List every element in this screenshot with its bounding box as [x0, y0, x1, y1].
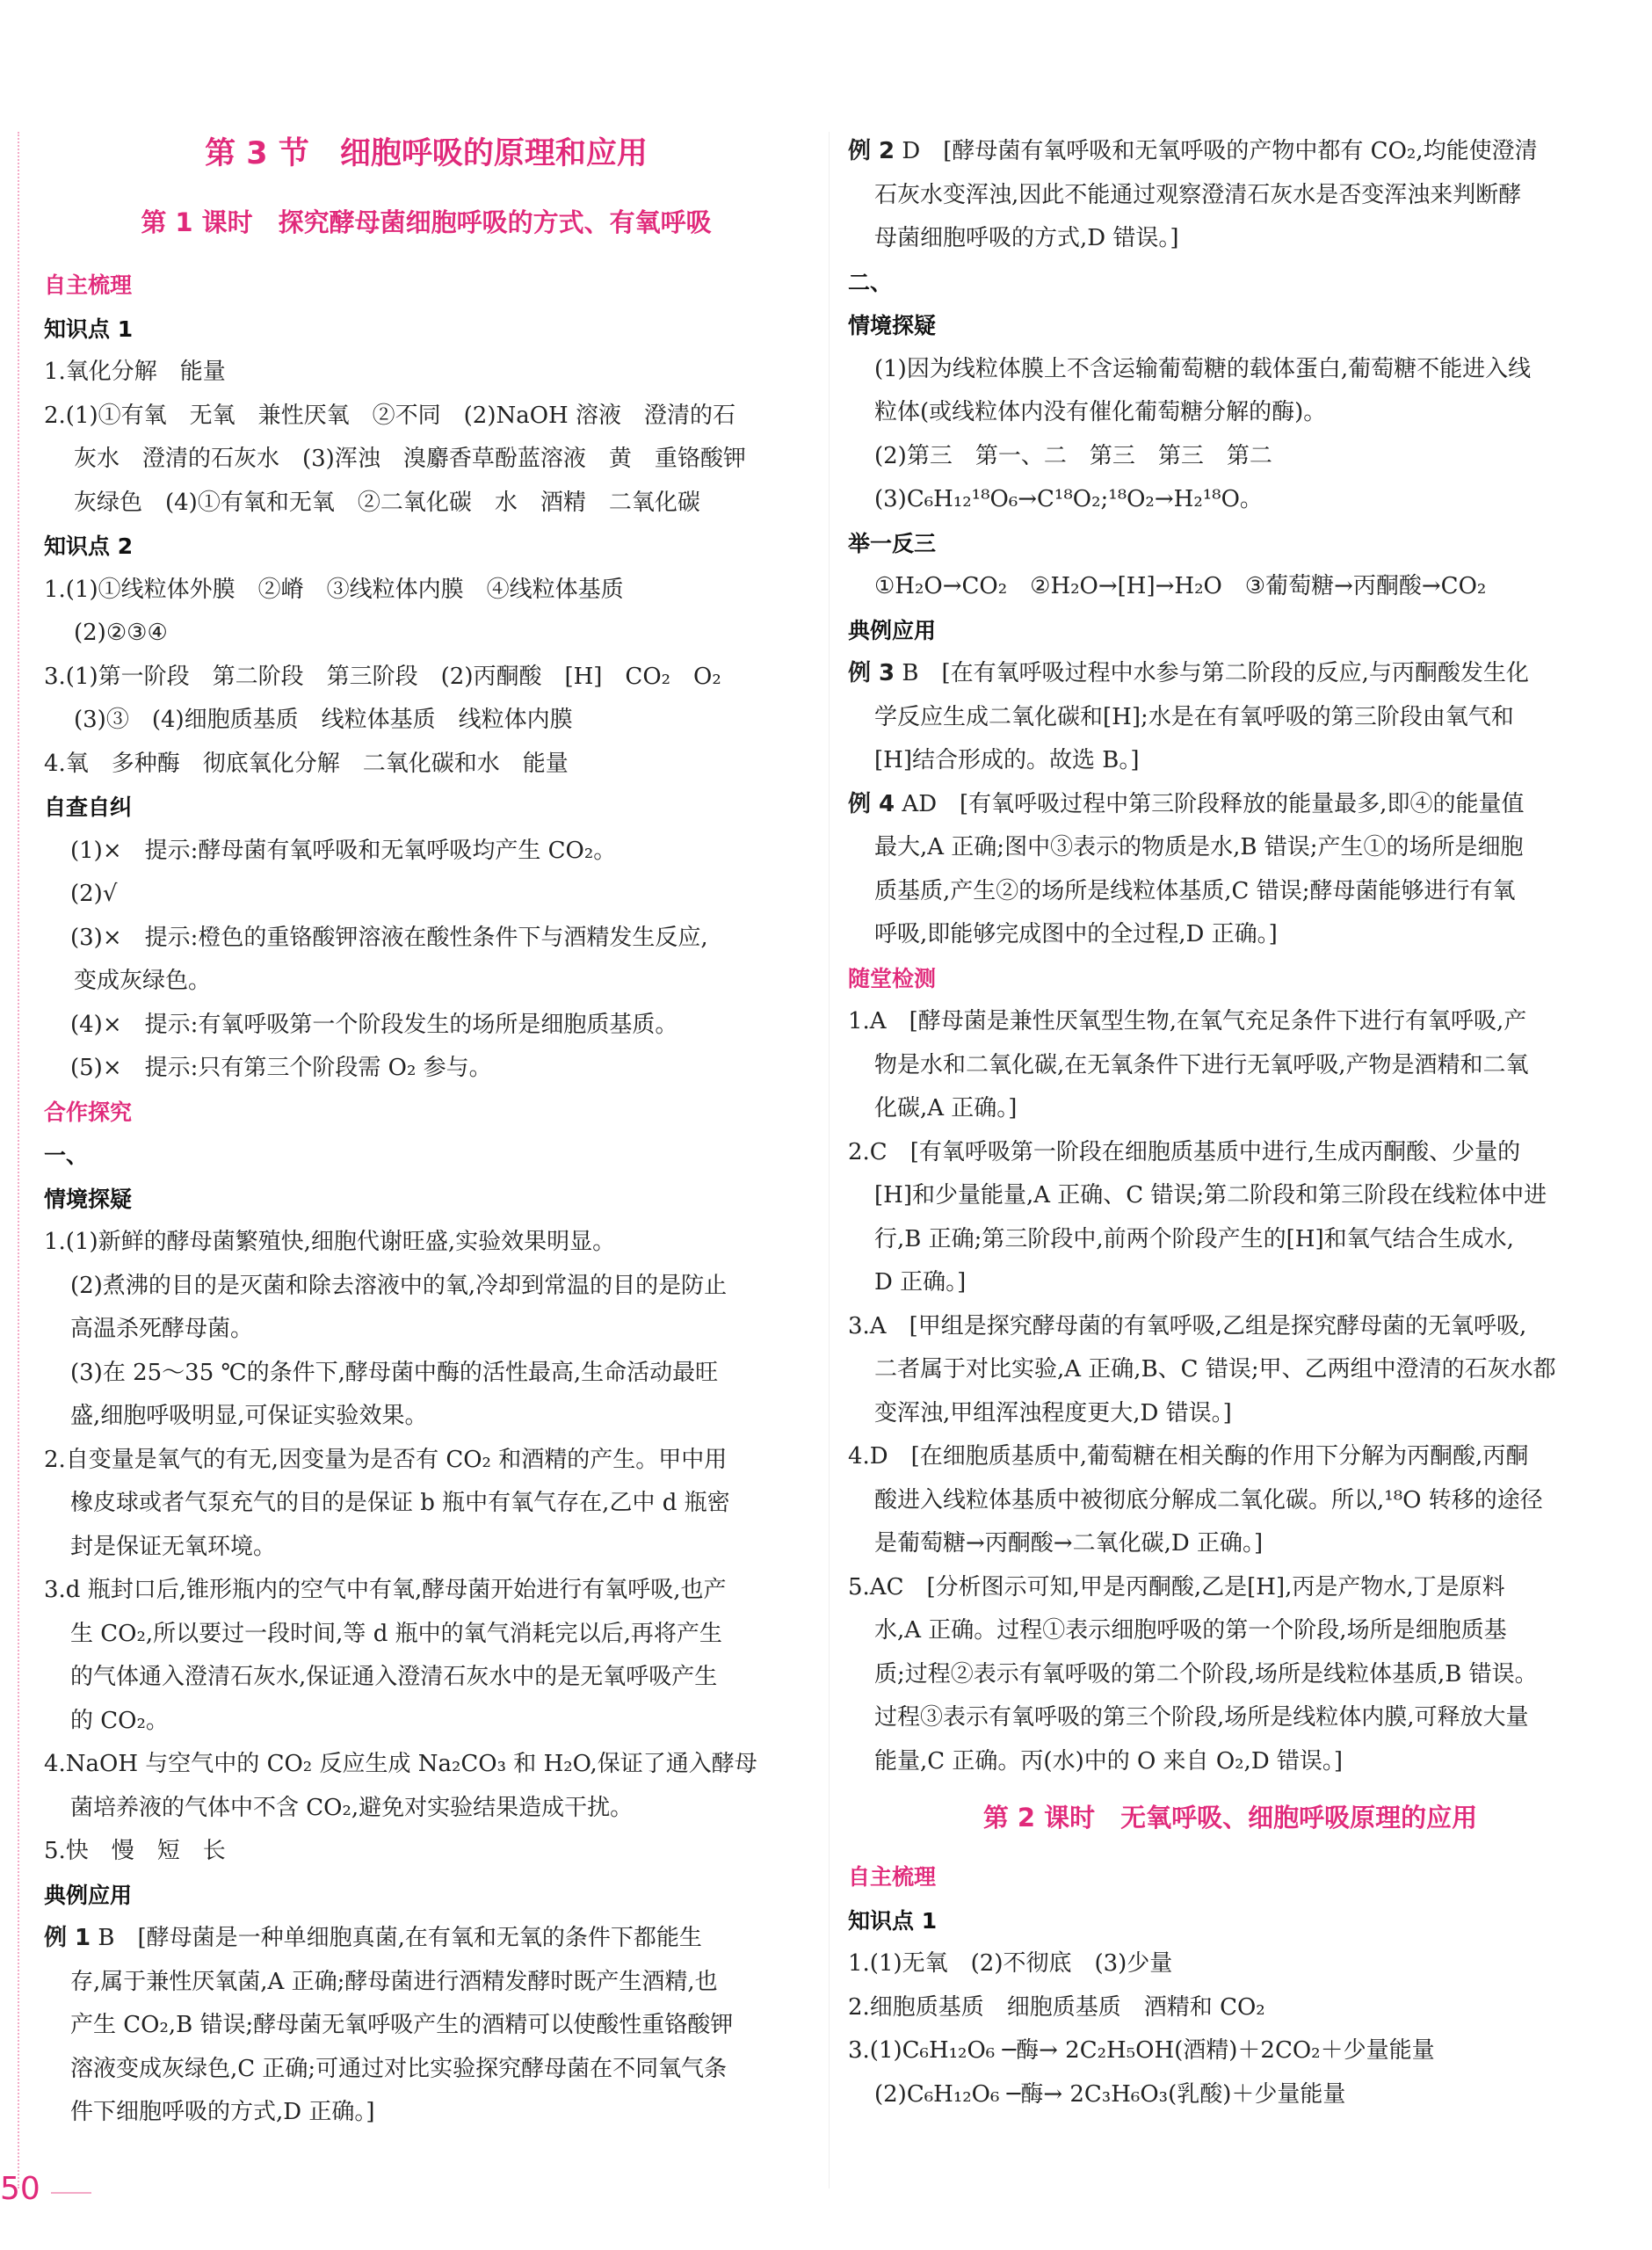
line-text: 化碳,A 正确。] — [874, 1095, 1018, 1121]
line-text: [H]结合形成的。故选 B。] — [874, 747, 1140, 773]
text-line — [848, 1609, 1612, 1653]
line-text: 举一反三 — [848, 530, 937, 556]
text-line — [848, 130, 1612, 174]
line-text: (2)第三 第一、二 第三 第三 第二 — [874, 442, 1272, 469]
line-text: 行,B 正确;第三阶段中,前两个阶段产生的[H]和氧气结合生成水, — [874, 1225, 1514, 1252]
column-divider — [829, 132, 830, 2188]
line-text: 生 CO₂,所以要过一段时间,等 d 瓶中的氧气消耗完以后,再将产生 — [70, 1620, 722, 1647]
line-text: D 正确。] — [874, 1269, 967, 1296]
text-line — [44, 1004, 808, 1048]
text-line — [44, 1961, 808, 2005]
text-line — [44, 1700, 808, 1744]
subheading — [848, 609, 1612, 653]
line-text: (1)因为线粒体膜上不含运输葡萄糖的载体蛋白,葡萄糖不能进入线 — [874, 355, 1532, 382]
line-text: AD [有氧呼吸过程中第三阶段释放的能量最多,即④的能量值 — [895, 790, 1525, 817]
text-line — [848, 826, 1612, 870]
text-line — [848, 1566, 1612, 1610]
line-text: 粒体(或线粒体内没有催化葡萄糖分解的酶)。 — [874, 399, 1327, 425]
text-line — [44, 351, 808, 395]
line-text: 知识点 2 — [44, 533, 134, 559]
line-text: 自主梳理 — [44, 272, 133, 298]
line-text: B [在有氧呼吸过程中水参与第二阶段的反应,与丙酮酸发生化 — [895, 660, 1529, 686]
line-text: 件下细胞呼吸的方式,D 正确。] — [70, 2099, 375, 2125]
subheading — [848, 522, 1612, 566]
text-line — [848, 1942, 1612, 1986]
subheading — [44, 1134, 808, 1178]
line-text: 1.(1)①线粒体外膜 ②嵴 ③线粒体内膜 ④线粒体基质 — [44, 576, 624, 603]
line-text: 典例应用 — [44, 1882, 133, 1908]
text-line — [44, 482, 808, 526]
line-text: 变成灰绿色。 — [74, 968, 212, 994]
line-text: 能量,C 正确。丙(水)中的 O 来自 O₂,D 错误。] — [874, 1747, 1344, 1775]
line-text: 2.自变量是氧气的有无,因变量为是否有 CO₂ 和酒精的产生。甲中用 — [44, 1446, 728, 1473]
subheading — [848, 304, 1612, 348]
line-text: (3)在 25～35 ℃的条件下,酵母菌中酶的活性最高,生命活动最旺 — [70, 1359, 719, 1386]
line-text: D [酵母菌有氧呼吸和无氧呼吸的产物中都有 CO₂,均能使澄清 — [895, 138, 1538, 164]
text-line — [848, 1000, 1612, 1044]
example-label: 例 4 — [848, 790, 895, 817]
line-text: (3)C₆H₁₂¹⁸O₆→C¹⁸O₂;¹⁸O₂→H₂¹⁸O。 — [874, 486, 1263, 512]
text-line — [44, 569, 808, 613]
text-line — [848, 1174, 1612, 1218]
text-line — [44, 1787, 808, 1831]
line-text: 存,属于兼性厌氧菌,A 正确;酵母菌进行酒精发酵时既产生酒精,也 — [70, 1968, 718, 1995]
section-title — [44, 200, 808, 244]
line-text: 质基质,产生②的场所是线粒体基质,C 错误;酵母菌能够进行有氧 — [874, 877, 1516, 904]
line-text: (2)√ — [70, 881, 118, 907]
text-line — [848, 1131, 1612, 1175]
line-text: 典例应用 — [848, 617, 937, 643]
line-text: 合作探究 — [44, 1099, 133, 1125]
text-line — [44, 2091, 808, 2135]
line-text: 石灰水变浑浊,因此不能通过观察澄清石灰水是否变浑浊来判断酵 — [874, 181, 1522, 208]
line-text: 自查自纠 — [44, 795, 133, 820]
text-line — [44, 1308, 808, 1352]
margin-line — [18, 132, 19, 2188]
line-text: 5.快 慢 短 长 — [44, 1838, 226, 1864]
line-text: 1.A [酵母菌是兼性厌氧型生物,在氧气充足条件下进行有氧呼吸,产 — [848, 1008, 1527, 1034]
line-text: 5.AC [分析图示可知,甲是丙酮酸,乙是[H],丙是产物水,丁是原料 — [848, 1573, 1505, 1600]
line-text: 酸进入线粒体基质中被彻底分解成二氧化碳。所以,¹⁸O 转移的途径 — [874, 1486, 1543, 1513]
text-line — [44, 1569, 808, 1613]
text-line — [848, 1261, 1612, 1305]
right-column — [848, 130, 1612, 2116]
text-line — [44, 1395, 808, 1439]
text-line — [848, 696, 1612, 740]
line-text: 3.d 瓶封口后,锥形瓶内的空气中有氧,酵母菌开始进行有氧呼吸,也产 — [44, 1577, 727, 1603]
text-line — [44, 917, 808, 961]
text-line — [44, 656, 808, 700]
text-line — [44, 1352, 808, 1396]
text-line — [44, 395, 808, 439]
text-line — [848, 391, 1612, 435]
line-text: 知识点 1 — [44, 316, 134, 342]
text-line — [44, 1221, 808, 1265]
line-text: 水,A 正确。过程①表示细胞呼吸的第一个阶段,场所是细胞质基 — [874, 1617, 1507, 1644]
text-line — [848, 2073, 1612, 2117]
line-text: (3)③ (4)细胞质基质 线粒体基质 线粒体内膜 — [74, 707, 573, 733]
line-text: (5)× 提示:只有第三个阶段需 O₂ 参与。 — [70, 1055, 492, 1081]
text-line — [44, 830, 808, 874]
text-line — [848, 783, 1612, 827]
text-line — [848, 478, 1612, 522]
line-text: 盛,细胞呼吸明显,可保证实验效果。 — [70, 1403, 428, 1429]
line-text: 质;过程②表示有氧呼吸的第二个阶段,场所是线粒体基质,B 错误。 — [874, 1660, 1538, 1688]
text-line — [44, 2004, 808, 2048]
text-line — [44, 873, 808, 917]
text-line — [848, 1653, 1612, 1697]
line-text: 橡皮球或者气泵充气的目的是保证 b 瓶中有氧气存在,乙中 d 瓶密 — [70, 1490, 730, 1516]
text-line — [44, 1482, 808, 1526]
text-line — [848, 1696, 1612, 1740]
line-text: (2)C₆H₁₂O₆ ─酶→ 2C₃H₆O₃(乳酸)＋少量能量 — [874, 2080, 1346, 2108]
text-line — [44, 1743, 808, 1787]
line-text: 呼吸,即能够完成图中的全过程,D 正确。] — [874, 921, 1278, 947]
text-line — [848, 1305, 1612, 1349]
line-text: 物是水和二氧化碳,在无氧条件下进行无氧呼吸,产物是酒精和二氧 — [874, 1051, 1529, 1078]
line-text: 变浑浊,甲组浑浊程度更大,D 错误。] — [874, 1399, 1232, 1426]
line-text: 随堂检测 — [848, 965, 937, 991]
example-label: 例 2 — [848, 138, 895, 164]
subheading — [44, 1178, 808, 1222]
line-text: (3)× 提示:橙色的重铬酸钾溶液在酸性条件下与酒精发生反应, — [70, 924, 708, 951]
line-text: 灰绿色 (4)①有氧和无氧 ②二氧化碳 水 酒精 二氧化碳 — [74, 489, 700, 516]
text-line — [848, 348, 1612, 392]
line-text: 封是保证无氧环境。 — [70, 1533, 277, 1560]
text-line — [44, 2048, 808, 2092]
subheading — [44, 1874, 808, 1918]
section-heading — [848, 957, 1612, 1001]
text-line — [44, 1526, 808, 1570]
text-line — [44, 438, 808, 482]
line-text: 3.(1)C₆H₁₂O₆ ─酶→ 2C₂H₅OH(酒精)＋2CO₂＋少量能量 — [848, 2037, 1435, 2064]
line-text: (1)× 提示:酵母菌有氧呼吸和无氧呼吸均产生 CO₂。 — [70, 837, 617, 864]
text-line — [848, 1522, 1612, 1566]
line-text: 3.A [甲组是探究酵母菌的有氧呼吸,乙组是探究酵母菌的无氧呼吸, — [848, 1312, 1527, 1339]
line-text: 过程③表示有氧呼吸的第三个阶段,场所是线粒体内膜,可释放大量 — [874, 1704, 1529, 1731]
line-text: 产生 CO₂,B 错误;酵母菌无氧呼吸产生的酒精可以使酸性重铬酸钾 — [70, 2012, 734, 2038]
line-text: 知识点 1 — [848, 1907, 938, 1934]
line-text: 是葡萄糖→丙酮酸→二氧化碳,D 正确。] — [874, 1530, 1264, 1557]
text-line — [848, 565, 1612, 609]
text-line — [848, 1044, 1612, 1088]
text-line — [44, 1917, 808, 1961]
subheading — [44, 525, 808, 569]
line-text: 1.氧化分解 能量 — [44, 359, 226, 385]
text-line — [848, 913, 1612, 957]
example-label: 例 3 — [848, 660, 895, 686]
line-text: [H]和少量能量,A 正确、C 错误;第二阶段和第三阶段在线粒体中进 — [874, 1182, 1547, 1208]
left-column — [44, 130, 808, 2135]
line-text: 灰水 澄清的石灰水 (3)浑浊 溴麝香草酚蓝溶液 黄 重铬酸钾 — [74, 446, 746, 472]
text-line — [848, 739, 1612, 783]
section-title — [848, 1796, 1612, 1840]
text-line — [44, 699, 808, 743]
text-line — [848, 2029, 1612, 2073]
subheading — [848, 1899, 1612, 1943]
line-text: 的气体通入澄清石灰水,保证通入澄清石灰水中的是无氧呼吸产生 — [70, 1664, 718, 1690]
line-text: 情境探疑 — [848, 313, 937, 338]
line-text: 一、 — [44, 1143, 89, 1168]
subheading — [44, 786, 808, 830]
subheading — [848, 261, 1612, 305]
line-text: 1.(1)新鲜的酵母菌繁殖快,细胞代谢旺盛,实验效果明显。 — [44, 1229, 616, 1255]
line-text: (4)× 提示:有氧呼吸第一个阶段发生的场所是细胞质基质。 — [70, 1011, 678, 1038]
text-line — [44, 1830, 808, 1874]
text-line — [848, 1218, 1612, 1262]
line-text: (2)煮沸的目的是灭菌和除去溶液中的氧,冷却到常温的目的是防止 — [70, 1272, 728, 1299]
text-line — [848, 1740, 1612, 1784]
text-line — [848, 652, 1612, 696]
line-text: 1.(1)无氧 (2)不彻底 (3)少量 — [848, 1950, 1173, 1977]
example-label: 例 1 — [44, 1925, 91, 1951]
line-text: 4.D [在细胞质基质中,葡萄糖在相关酶的作用下分解为丙酮酸,丙酮 — [848, 1443, 1529, 1470]
page-number: 50 — [0, 2171, 40, 2207]
line-text: 最大,A 正确;图中③表示的物质是水,B 错误;产生①的场所是细胞 — [874, 834, 1524, 860]
line-text: ①H₂O→CO₂ ②H₂O→[H]→H₂O ③葡萄糖→丙酮酸→CO₂ — [874, 573, 1487, 599]
text-line — [44, 1439, 808, 1483]
line-text: 4.氧 多种酶 彻底氧化分解 二氧化碳和水 能量 — [44, 750, 569, 777]
text-line — [44, 1047, 808, 1091]
text-line — [848, 1348, 1612, 1392]
section-heading — [44, 264, 808, 308]
line-text: 2.(1)①有氧 无氧 兼性厌氧 ②不同 (2)NaOH 溶液 澄清的石 — [44, 402, 735, 429]
line-text: 情境探疑 — [44, 1186, 133, 1212]
line-text: 高温杀死酵母菌。 — [70, 1316, 254, 1342]
line-text: 母菌细胞呼吸的方式,D 错误。] — [874, 225, 1179, 251]
text-line — [44, 1656, 808, 1700]
section-heading — [848, 1855, 1612, 1899]
text-line — [848, 1986, 1612, 2030]
line-text: 学反应生成二氧化碳和[H];水是在有氧呼吸的第三阶段由氧气和 — [874, 703, 1514, 730]
text-line — [848, 1479, 1612, 1523]
line-text: 二者属于对比实验,A 正确,B、C 错误;甲、乙两组中澄清的石灰水都 — [874, 1356, 1556, 1383]
text-line — [848, 870, 1612, 914]
text-line — [44, 1613, 808, 1657]
line-text: 第 1 课时 探究酵母菌细胞呼吸的方式、有氧呼吸 — [141, 207, 712, 237]
line-text: 的 CO₂。 — [70, 1707, 169, 1734]
text-line — [848, 174, 1612, 218]
section-heading — [44, 1091, 808, 1135]
line-text: 4.NaOH 与空气中的 CO₂ 反应生成 Na₂CO₃ 和 H₂O,保证了通入酵母 — [44, 1751, 757, 1777]
text-line — [848, 217, 1612, 261]
text-line — [848, 1087, 1612, 1131]
text-line — [848, 1435, 1612, 1479]
line-text: 第 3 节 细胞呼吸的原理和应用 — [205, 136, 648, 171]
page-number-rule — [51, 2192, 91, 2194]
line-text: 菌培养液的气体中不含 CO₂,避免对实验结果造成干扰。 — [70, 1794, 634, 1821]
line-text: 第 2 课时 无氧呼吸、细胞呼吸原理的应用 — [982, 1803, 1478, 1833]
text-line — [848, 1392, 1612, 1436]
line-text: 溶液变成灰绿色,C 正确;可通过对比实验探究酵母菌在不同氧气条 — [70, 2055, 728, 2082]
line-text: 自主梳理 — [848, 1864, 937, 1890]
text-line — [44, 743, 808, 787]
line-text: 二、 — [848, 269, 893, 295]
line-text: (2)②③④ — [74, 620, 168, 646]
text-line — [44, 1265, 808, 1309]
line-text: 2.细胞质基质 细胞质基质 酒精和 CO₂ — [848, 1993, 1265, 2021]
subheading — [44, 308, 808, 352]
text-line — [44, 960, 808, 1004]
text-line — [848, 435, 1612, 479]
line-text: B [酵母菌是一种单细胞真菌,在有氧和无氧的条件下都能生 — [91, 1925, 702, 1951]
section-title — [44, 132, 808, 176]
line-text: 2.C [有氧呼吸第一阶段在细胞质基质中进行,生成丙酮酸、少量的 — [848, 1138, 1521, 1165]
text-line — [44, 612, 808, 656]
line-text: 3.(1)第一阶段 第二阶段 第三阶段 (2)丙酮酸 [H] CO₂ O₂ — [44, 663, 721, 690]
